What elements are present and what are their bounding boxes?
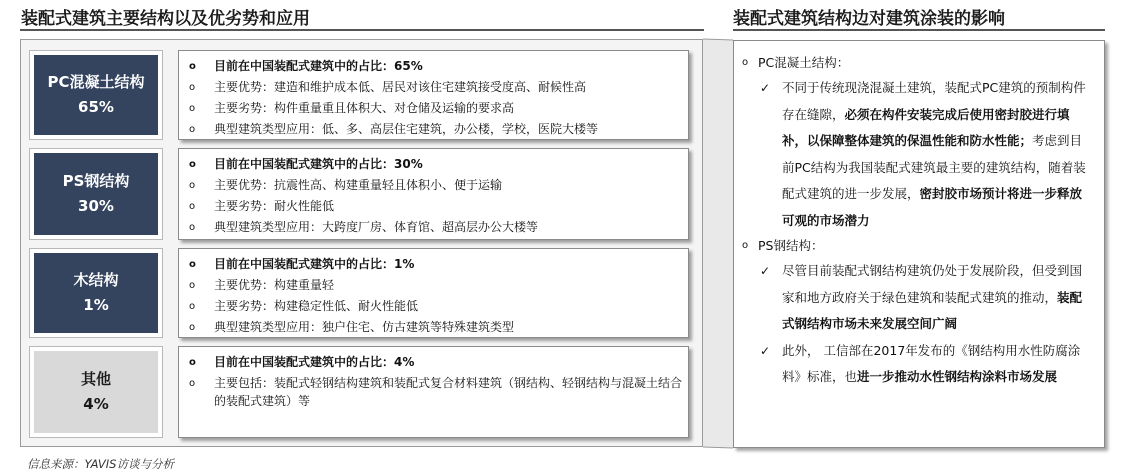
circle-bullet-icon: o (742, 57, 749, 68)
ps-standard-item: ✓ 此外， 工信部在2017年发布的《钢结构用水性防腐涂料》标准，也进一步推动水性钢结构涂料市场发展 (742, 338, 1096, 391)
right-section-heading: 装配式建筑结构边对建筑涂装的影响 (733, 9, 1005, 29)
structure-share: 1% (83, 296, 109, 314)
circle-bullet-icon: o (189, 124, 196, 135)
circle-bullet-icon: o (189, 201, 196, 212)
checkmark-icon: ✓ (760, 264, 771, 278)
circle-bullet-icon: o (189, 82, 196, 93)
list-item: o 目前在中国装配式建筑中的占比：4% (189, 352, 682, 373)
source-note: 信息来源：YAVIS访谈与分析 (27, 457, 174, 471)
checkmark-icon: ✓ (760, 343, 771, 358)
circle-bullet-icon: o (189, 222, 196, 233)
list-item: o 目前在中国装配式建筑中的占比：1% (189, 254, 682, 275)
circle-bullet-icon: o (742, 240, 749, 251)
list-item: o 目前在中国装配式建筑中的占比：65% (189, 56, 682, 77)
circle-bullet-icon: o (189, 322, 196, 333)
ps-impact-item: ✓ 尽管目前装配式钢结构建筑仍处于发展阶段，但受到国家和地方政府关于绿色建筑和装配式建筑的推动，装配式钢结构市场未来发展空间广阔 (742, 258, 1096, 338)
list-item: o 主要劣势：耐火性能低 (189, 196, 682, 217)
left-section-heading: 装配式建筑主要结构以及优劣势和应用 (21, 9, 310, 29)
circle-bullet-icon: o (189, 259, 196, 270)
list-item: o 主要劣势：构件重量重且体积大、对仓储及运输的要求高 (189, 98, 682, 119)
list-item: o 典型建筑类型应用：大跨度厂房、体育馆、超高层办公大楼等 (189, 217, 682, 238)
list-item: o 主要劣势：构建稳定性低、耐火性能低 (189, 296, 682, 317)
coating-impact-panel (733, 40, 1105, 448)
structure-name: PS钢结构 (62, 172, 130, 190)
circle-bullet-icon: o (189, 159, 196, 170)
checkmark-icon: ✓ (760, 81, 771, 95)
structure-share: 30% (78, 197, 114, 215)
list-item: o 主要优势：建造和维护成本低、居民对该住宅建筑接受度高、耐候性高 (189, 77, 682, 98)
circle-bullet-icon: o (189, 280, 196, 291)
pc-impact-item: ✓ 不同于传统现浇混凝土建筑，装配式PC建筑的预制构件存在缝隙，必须在构件安装完成后使用密封胶进行填补，以保障整体建筑的保温性能和防水性能；考虑到目前PC结构为我国装配式建筑最主要的建筑结构，随着装配式建筑的进一步发展，密封胶市场预计将进一步释放可观的市场潜力 (742, 75, 1096, 234)
circle-bullet-icon: o (189, 378, 196, 389)
circle-bullet-icon: o (189, 357, 196, 368)
circle-bullet-icon: o (189, 103, 196, 114)
structure-name: 其他 (80, 370, 111, 388)
structure-share: 65% (78, 98, 114, 116)
ps-impact-title: o PS钢结构： (742, 234, 1096, 258)
list-item: o 主要优势：构建重量轻 (189, 275, 682, 296)
circle-bullet-icon: o (189, 301, 196, 312)
circle-bullet-icon: o (189, 180, 196, 191)
list-item: o 典型建筑类型应用：低、多、高层住宅建筑，办公楼，学校，医院大楼等 (189, 119, 682, 140)
structure-name: PC混凝土结构 (47, 73, 145, 91)
structure-share: 4% (83, 395, 109, 413)
list-item: o 典型建筑类型应用：独户住宅、仿古建筑等特殊建筑类型 (189, 317, 682, 338)
pc-impact-title: o PC混凝土结构： (742, 51, 1096, 75)
list-item: o 目前在中国装配式建筑中的占比：30% (189, 154, 682, 175)
list-item: o 主要包括：装配式轻钢结构建筑和装配式复合材料建筑（钢结构、轻钢结构与混凝土结合的装配式建筑）等 (189, 376, 683, 408)
list-item: o 主要优势：抗震性高、构建重量轻且体积小、便于运输 (189, 175, 682, 196)
structure-name: 木结构 (73, 271, 119, 289)
circle-bullet-icon: o (189, 61, 196, 72)
